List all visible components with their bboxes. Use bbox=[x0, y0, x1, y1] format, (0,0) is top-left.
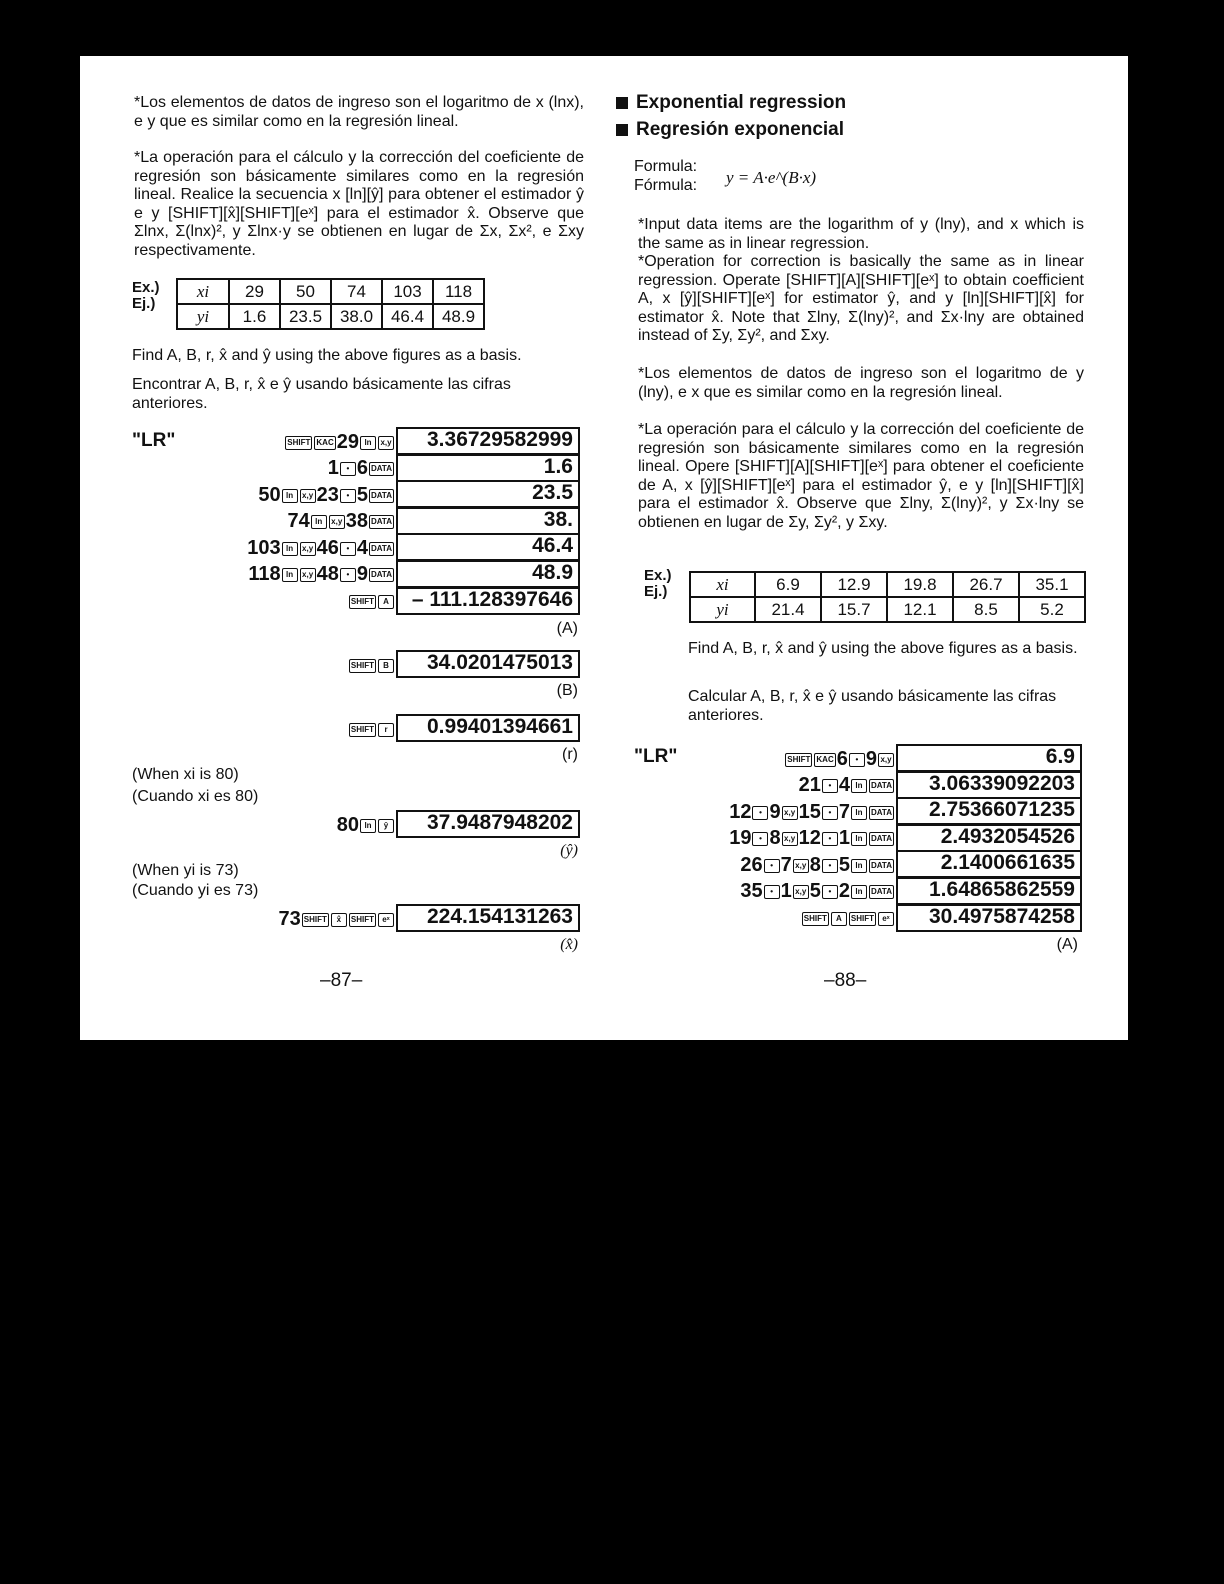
dot-key: • bbox=[340, 542, 356, 556]
right-note-es-1: *Los elementos de datos de ingreso son el logaritmo de y (lny), e x que es similar como en la regresión lineal. bbox=[638, 365, 1084, 401]
dot-key: • bbox=[822, 779, 838, 793]
shift-key: SHIFT bbox=[302, 913, 329, 927]
shift-key: SHIFT bbox=[849, 912, 876, 926]
table-cell: 103 bbox=[382, 279, 433, 304]
table-cell: 15.7 bbox=[821, 597, 887, 622]
display-result: 38. bbox=[396, 507, 580, 535]
table-cell: 48.9 bbox=[433, 304, 484, 329]
ln-key: ln bbox=[360, 819, 376, 833]
table-cell: 12.9 bbox=[821, 572, 887, 597]
right-note-en-1: *Input data items are the logarithm of y (lny), and x which is the same as in linear regression. bbox=[638, 216, 1084, 252]
exp-key: eˣ bbox=[378, 913, 394, 927]
display-result: 48.9 bbox=[396, 560, 580, 588]
key-sequence: 12 • 9 x,y 15 • 7 ln DATA bbox=[729, 801, 892, 823]
ln-key: ln bbox=[851, 832, 867, 846]
right-note-es-2: *La operación para el cálculo y la corrección del coeficiente de regresión son básicamente similares como en la regresión lineal. Opere [SHIFT][A][SHIFT][eˣ] para obtener el coeficiente de A, x [ŷ][SHIFT][eˣ] para el estimador ŷ, e y [ln][SHIFT][x̂] para el estimador x̂. Observe que Σlny, Σ(lny)², y Σx·lny se obtienen en lugar de Σy, Σy², y Σxy. bbox=[638, 421, 1084, 531]
a-key: A bbox=[831, 912, 847, 926]
label-r: (r) bbox=[562, 746, 578, 763]
data-key: DATA bbox=[869, 859, 894, 873]
table-cell: 12.1 bbox=[887, 597, 953, 622]
table-cell: 35.1 bbox=[1019, 572, 1085, 597]
data-key: DATA bbox=[369, 515, 394, 529]
label-x-hat: (x̂) bbox=[560, 936, 578, 953]
shift-key: SHIFT bbox=[802, 912, 829, 926]
table-cell: 29 bbox=[229, 279, 280, 304]
key-sequence: 50 ln x,y 23 • 5 DATA bbox=[258, 484, 392, 506]
find-es: Encontrar A, B, r, x̂ e ŷ usando básicamente las cifras anteriores. bbox=[132, 376, 511, 412]
dot-key: • bbox=[764, 859, 780, 873]
dot-key: • bbox=[764, 885, 780, 899]
xy-key: x,y bbox=[793, 859, 809, 873]
ln-key: ln bbox=[282, 568, 298, 582]
find-en: Find A, B, r, x̂ and ŷ using the above figures as a basis. bbox=[132, 347, 522, 364]
key-sequence: 1 • 6 DATA bbox=[327, 457, 392, 479]
display-result: 46.4 bbox=[396, 533, 580, 561]
data-key: DATA bbox=[369, 462, 394, 476]
display-result: 0.99401394661 bbox=[396, 714, 580, 742]
dot-key: • bbox=[849, 753, 865, 767]
key-sequence: 80 ln ŷ bbox=[337, 814, 395, 836]
display-result: 1.64865862559 bbox=[896, 877, 1082, 905]
display-result: 2.4932054526 bbox=[896, 824, 1082, 852]
ln-key: ln bbox=[851, 779, 867, 793]
r-key: r bbox=[378, 723, 394, 737]
bullet-square-icon bbox=[616, 97, 628, 109]
table-cell: 19.8 bbox=[887, 572, 953, 597]
table-cell: 118 bbox=[433, 279, 484, 304]
display-result: 23.5 bbox=[396, 480, 580, 508]
table-cell: 5.2 bbox=[1019, 597, 1085, 622]
xy-key: x,y bbox=[300, 489, 316, 503]
display-result: 1.6 bbox=[396, 454, 580, 482]
data-key: DATA bbox=[869, 832, 894, 846]
dot-key: • bbox=[822, 885, 838, 899]
title-en bbox=[616, 92, 846, 114]
label-a: (A) bbox=[1056, 936, 1078, 953]
data-key: DATA bbox=[369, 542, 394, 556]
page-number: –87– bbox=[320, 970, 363, 991]
data-key: DATA bbox=[869, 885, 894, 899]
table-row bbox=[177, 279, 484, 304]
xy-key: x,y bbox=[378, 436, 394, 450]
y-hat-key: ŷ bbox=[378, 819, 394, 833]
cuando-y: (Cuando yi es 73) bbox=[132, 882, 259, 899]
dot-key: • bbox=[340, 489, 356, 503]
ln-key: ln bbox=[851, 859, 867, 873]
xy-key: x,y bbox=[329, 515, 345, 529]
key-sequence: 35 • 1 x,y 5 • 2 ln DATA bbox=[740, 880, 892, 902]
label-b: (B) bbox=[556, 682, 578, 699]
display-result: 34.0201475013 bbox=[396, 650, 580, 678]
kac-key: KAC bbox=[314, 436, 335, 450]
table-cell: 6.9 bbox=[755, 572, 821, 597]
right-page bbox=[600, 56, 1128, 1040]
mode-label: "LR" bbox=[132, 430, 176, 451]
right-note-en-2: *Operation for correction is basically the same as in linear regression. Operate [SHIFT][A][SHIFT][eˣ] to obtain coefficient A, x [ŷ][SHIFT][eˣ] for estimator ŷ, and y [ln][SHIFT][x̂] for estimator x̂. Note that Σlny, Σ(lny)², and Σx·lny are obtained instead of Σy, Σy², and Σxy. bbox=[638, 253, 1084, 344]
xy-key: x,y bbox=[300, 568, 316, 582]
ln-key: ln bbox=[311, 515, 327, 529]
key-sequence: 74 ln x,y 38 DATA bbox=[287, 510, 392, 532]
display-result: 2.75366071235 bbox=[896, 797, 1082, 825]
title-en-text: Exponential regression bbox=[636, 92, 847, 113]
shift-key: SHIFT bbox=[349, 595, 376, 609]
left-page bbox=[80, 56, 600, 1040]
label-y-hat: (ŷ) bbox=[560, 842, 578, 859]
key-sequence: 19 • 8 x,y 12 • 1 ln DATA bbox=[729, 827, 892, 849]
b-key: B bbox=[378, 659, 394, 673]
dot-key: • bbox=[752, 832, 768, 846]
ln-key: ln bbox=[282, 489, 298, 503]
table-cell: 38.0 bbox=[331, 304, 382, 329]
display-result: 30.4975874258 bbox=[896, 904, 1082, 932]
data-key: DATA bbox=[869, 806, 894, 820]
exp-key: eˣ bbox=[878, 912, 894, 926]
shift-key: SHIFT bbox=[349, 723, 376, 737]
table-row bbox=[177, 304, 484, 329]
table-cell: 23.5 bbox=[280, 304, 331, 329]
table-cell: 46.4 bbox=[382, 304, 433, 329]
data-key: DATA bbox=[869, 779, 894, 793]
bullet-square-icon bbox=[616, 124, 628, 136]
dot-key: • bbox=[340, 462, 356, 476]
ex-label: Ex.) Ej.) bbox=[644, 567, 672, 600]
xi-header: xi bbox=[690, 572, 755, 597]
display-result: 3.36729582999 bbox=[396, 427, 580, 455]
left-data-table bbox=[176, 278, 485, 330]
find-es: Calcular A, B, r, x̂ e ŷ usando básicamente las cifras anteriores. bbox=[688, 688, 1057, 724]
kac-key: KAC bbox=[814, 753, 835, 767]
dot-key: • bbox=[822, 859, 838, 873]
key-sequence bbox=[348, 590, 395, 612]
table-cell: 26.7 bbox=[953, 572, 1019, 597]
formula-label: Formula: Fórmula: bbox=[634, 158, 698, 194]
xi-header: xi bbox=[177, 279, 229, 304]
page-number: –88– bbox=[824, 970, 867, 991]
data-key: DATA bbox=[369, 489, 394, 503]
ex-label: Ex.) Ej.) bbox=[132, 279, 160, 312]
ln-key: ln bbox=[851, 806, 867, 820]
xy-key: x,y bbox=[793, 885, 809, 899]
yi-header: yi bbox=[177, 304, 229, 329]
display-result: – 111.128397646 bbox=[396, 587, 580, 615]
dot-key: • bbox=[752, 806, 768, 820]
table-cell: 50 bbox=[280, 279, 331, 304]
ln-key: ln bbox=[360, 436, 376, 450]
dot-key: • bbox=[340, 568, 356, 582]
table-cell: 1.6 bbox=[229, 304, 280, 329]
key-sequence: 103 ln x,y 46 • 4 DATA bbox=[247, 537, 392, 559]
xy-key: x,y bbox=[782, 832, 798, 846]
xy-key: x,y bbox=[878, 753, 894, 767]
ln-key: ln bbox=[851, 885, 867, 899]
title-es-text: Regresión exponencial bbox=[636, 119, 845, 140]
table-row bbox=[690, 572, 1085, 597]
xy-key: x,y bbox=[782, 806, 798, 820]
label-a: (A) bbox=[556, 620, 578, 637]
left-note-1: *Los elementos de datos de ingreso son el logaritmo de x (lnx), e y que es similar como en la regresión lineal. bbox=[134, 94, 584, 130]
formula: y = A·e^(B·x) bbox=[726, 168, 817, 187]
shift-key: SHIFT bbox=[285, 436, 312, 450]
display-result: 6.9 bbox=[896, 744, 1082, 772]
display-result: 2.1400661635 bbox=[896, 850, 1082, 878]
x-hat-key: x̂ bbox=[331, 913, 347, 927]
key-sequence bbox=[348, 654, 395, 676]
display-result: 37.9487948202 bbox=[396, 810, 580, 838]
when-y: (When yi is 73) bbox=[132, 862, 239, 879]
title-es bbox=[616, 119, 844, 141]
table-cell: 21.4 bbox=[755, 597, 821, 622]
cuando-x: (Cuando xi es 80) bbox=[132, 788, 259, 805]
left-note-2: *La operación para el cálculo y la corrección del coeficiente de regresión son básicamente similares como en la regresión lineal. Realice la secuencia x [ln][ŷ] para obtener el estimador ŷ e y [SHIFT][x̂][SHIFT][eˣ] para el estimador x̂. Observe que Σlnx, Σ(lnx)², y Σlnx·y se obtienen en lugar de Σx, Σx², e Σxy respectivamente. bbox=[134, 149, 584, 259]
table-cell: 8.5 bbox=[953, 597, 1019, 622]
shift-key: SHIFT bbox=[785, 753, 812, 767]
xy-key: x,y bbox=[300, 542, 316, 556]
key-sequence bbox=[348, 718, 395, 740]
a-key: A bbox=[378, 595, 394, 609]
key-sequence bbox=[801, 907, 895, 929]
key-sequence: 21 • 4 ln DATA bbox=[798, 774, 892, 796]
right-data-table bbox=[689, 571, 1086, 623]
data-key: DATA bbox=[369, 568, 394, 582]
key-sequence: 26 • 7 x,y 8 • 5 ln DATA bbox=[740, 854, 892, 876]
yi-header: yi bbox=[690, 597, 755, 622]
shift-key: SHIFT bbox=[349, 659, 376, 673]
mode-label: "LR" bbox=[634, 746, 678, 767]
key-sequence: SHIFT KAC 29 ln x,y bbox=[284, 431, 395, 453]
dot-key: • bbox=[822, 806, 838, 820]
shift-key: SHIFT bbox=[349, 913, 376, 927]
display-result: 224.154131263 bbox=[396, 904, 580, 932]
dot-key: • bbox=[822, 832, 838, 846]
table-row bbox=[690, 597, 1085, 622]
find-en: Find A, B, r, x̂ and ŷ using the above figures as a basis. bbox=[688, 640, 1078, 657]
ln-key: ln bbox=[282, 542, 298, 556]
key-sequence: 118 ln x,y 48 • 9 DATA bbox=[248, 563, 392, 585]
key-sequence: 73 SHIFT x̂ SHIFT eˣ bbox=[279, 908, 395, 930]
when-x: (When xi is 80) bbox=[132, 766, 239, 783]
display-result: 3.06339092203 bbox=[896, 771, 1082, 799]
table-cell: 74 bbox=[331, 279, 382, 304]
key-sequence: SHIFT KAC 6 • 9 x,y bbox=[784, 748, 895, 770]
